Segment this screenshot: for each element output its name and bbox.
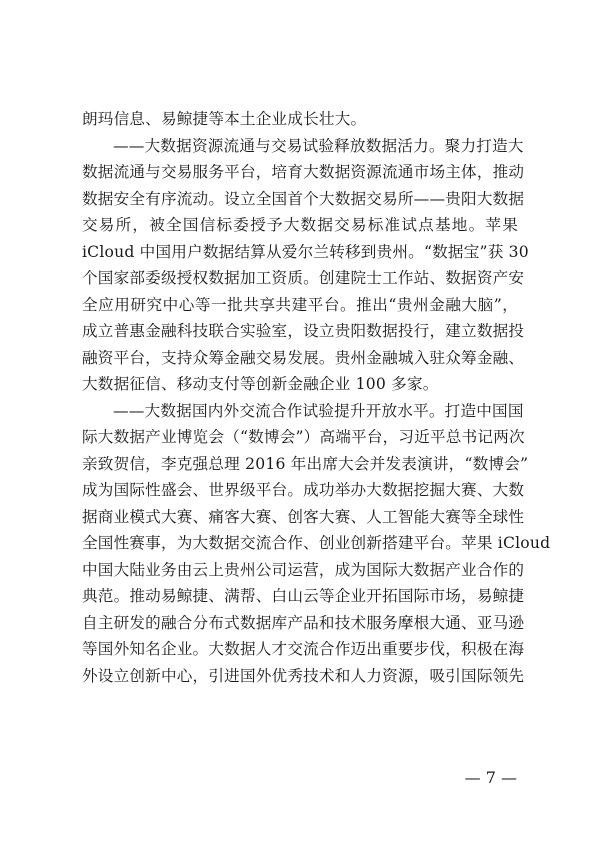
body-text bbox=[82, 106, 551, 689]
text-line: 朗玛信息、易鲸捷等本土企业成长壮大。 bbox=[82, 110, 367, 128]
text-line: 中国大陆业务由云上贵州公司运营，成为国际大数据产业合作的 bbox=[82, 560, 525, 579]
text-line: 数据流通与交易服务平台，培育大数据资源流通市场主体，推动 bbox=[82, 163, 525, 181]
text-line: 个国家部委级授权数据加工资质。创建院士工作站、数据资产安 bbox=[82, 269, 525, 287]
text-line: 据商业模式大赛、痛客大赛、创客大赛、人工智能大赛等全球性 bbox=[82, 507, 525, 526]
text-line: 亲致贺信，李克强总理 2016 年出席大会并发表演讲，“数博会” bbox=[82, 454, 529, 473]
text-line: 全国性赛事，为大数据交流合作、创业创新搭建平台。苹果 iCloud bbox=[82, 534, 551, 552]
text-line: 等国外知名企业。大数据人才交流合作迈出重要步伐，积极在海 bbox=[82, 640, 525, 658]
page-number: — 7 — bbox=[464, 768, 517, 787]
text-line: 典范。推动易鲸捷、满帮、白山云等企业开拓国际市场，易鲸捷 bbox=[82, 587, 525, 605]
text-line: 自主研发的融合分布式数据库产品和技术服务摩根大通、亚马逊 bbox=[82, 613, 525, 632]
text-line: 全应用研究中心等一批共享共建平台。推出“贵州金融大脑”， bbox=[82, 295, 518, 314]
paragraph-end-line: 大数据征信、移动支付等创新金融企业 100 多家。 bbox=[82, 375, 439, 393]
text-line: 际大数据产业博览会（“数博会”）高端平台，习近平总书记两次 bbox=[82, 428, 525, 446]
text-line: 成立普惠金融科技联合实验室，设立贵阳数据投行，建立数据投 bbox=[82, 322, 525, 340]
paragraph-start-line: ——大数据国内外交流合作试验提升开放水平。打造中国国 bbox=[113, 401, 524, 420]
text-line: 融资平台，支持众筹金融交易发展。贵州金融城入驻众筹金融、 bbox=[82, 348, 525, 367]
text-line: 数据安全有序流动。设立全国首个大数据交易所——贵阳大数据 bbox=[82, 189, 525, 208]
text-line: 交易所，被全国信标委授予大数据交易标准试点基地。苹果 bbox=[82, 216, 518, 234]
text-line: 外设立创新中心，引进国外优秀技术和人力资源，吸引国际领先 bbox=[82, 666, 525, 685]
paragraph-start-line: ——大数据资源流通与交易试验释放数据活力。聚力打造大 bbox=[113, 136, 524, 155]
text-line: 成为国际性盛会、世界级平台。成功举办大数据挖掘大赛、大数 bbox=[82, 481, 525, 499]
text-line: iCloud 中国用户数据结算从爱尔兰转移到贵州。“数据宝”获 30 bbox=[82, 242, 529, 261]
